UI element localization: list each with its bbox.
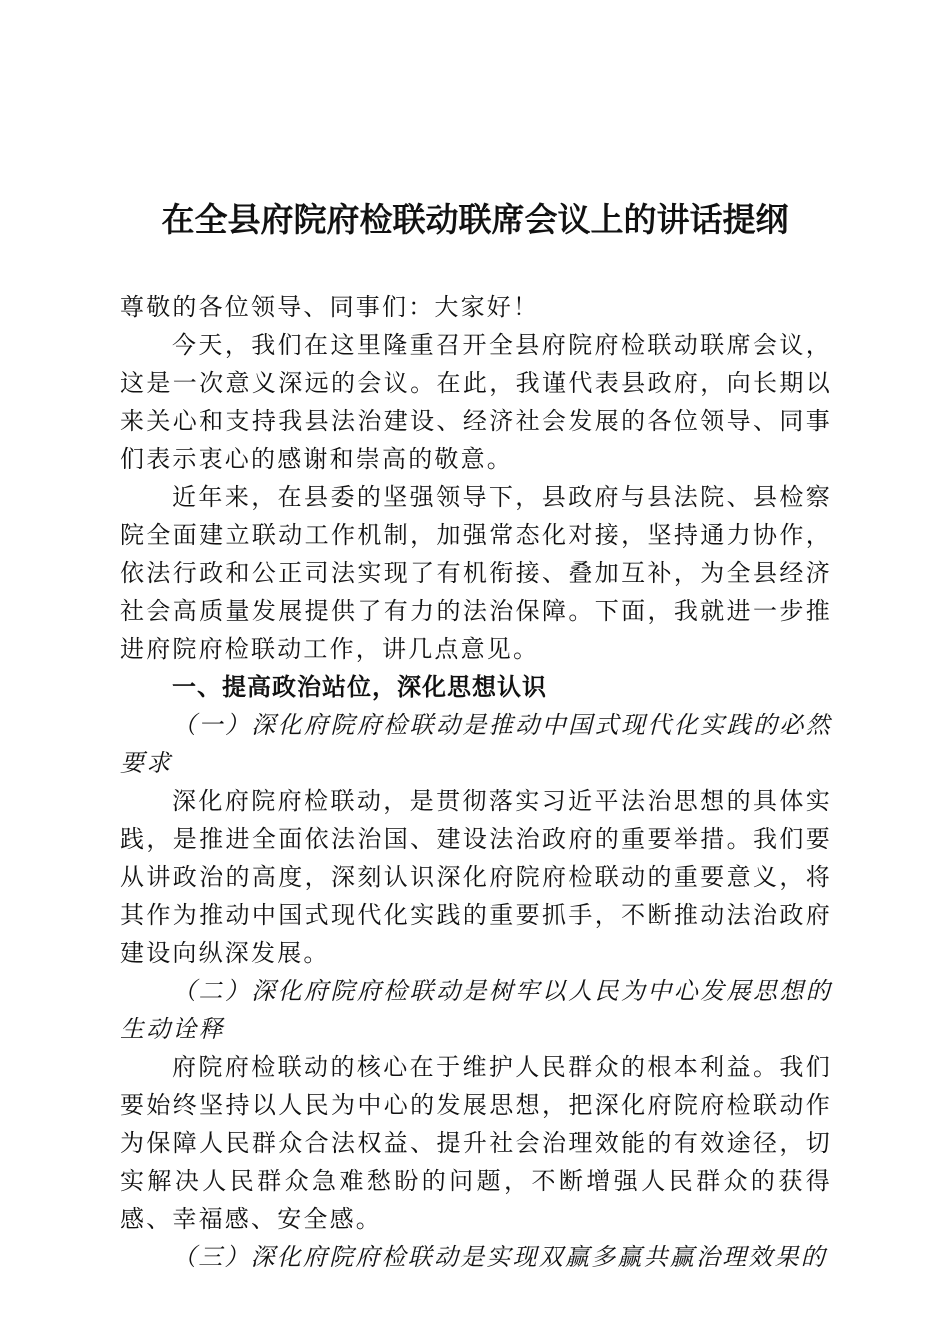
subsection-title-2: （二）深化府院府检联动是树牢以人民为中心发展思想的生动诠释 [120, 977, 832, 1043]
document-title: 在全县府院府检联动联席会议上的讲话提纲 [161, 200, 789, 239]
subsection-title-1: （一）深化府院府检联动是推动中国式现代化实践的必然要求 [120, 711, 832, 777]
paragraph-opening: 今天，我们在这里隆重召开全县府院府检联动联席会议，这是一次意义深远的会议。在此，我谨代表县政府，向长期以来关心和支持我县法治建设、经济社会发展的各位领导、同事们表示衷心的感谢和崇高的敬意。 [120, 331, 832, 473]
subsection-body-2: 府院府检联动的核心在于维护人民群众的根本利益。我们要始终坚持以人民为中心的发展思想，把深化府院府检联动作为保障人民群众合法权益、提升社会治理效能的有效途径，切实解决人民群众急难愁盼的问题，不断增强人民群众的获得感、幸福感、安全感。 [120, 1053, 832, 1233]
subsection-body-1: 深化府院府检联动，是贯彻落实习近平法治思想的具体实践，是推进全面依法治国、建设法治政府的重要举措。我们要从讲政治的高度，深刻认识深化府院府检联动的重要意义，将其作为推动中国式现代化实践的重要抓手，不断推动法治政府建设向纵深发展。 [120, 787, 832, 967]
section-heading-1: 一、提高政治站位，深化思想认识 [172, 672, 547, 701]
greeting: 尊敬的各位领导、同事们：大家好！ [120, 293, 540, 321]
document-body [120, 288, 832, 1276]
subsection-title-3: （三）深化府院府检联动是实现双赢多赢共赢治理效果的 [172, 1243, 827, 1271]
paragraph-background: 近年来，在县委的坚强领导下，县政府与县法院、县检察院全面建立联动工作机制，加强常态化对接，坚持通力协作，依法行政和公正司法实现了有机衔接、叠加互补，为全县经济社会高质量发展提供了有力的法治保障。下面，我就进一步推进府院府检联动工作，讲几点意见。 [120, 483, 832, 663]
